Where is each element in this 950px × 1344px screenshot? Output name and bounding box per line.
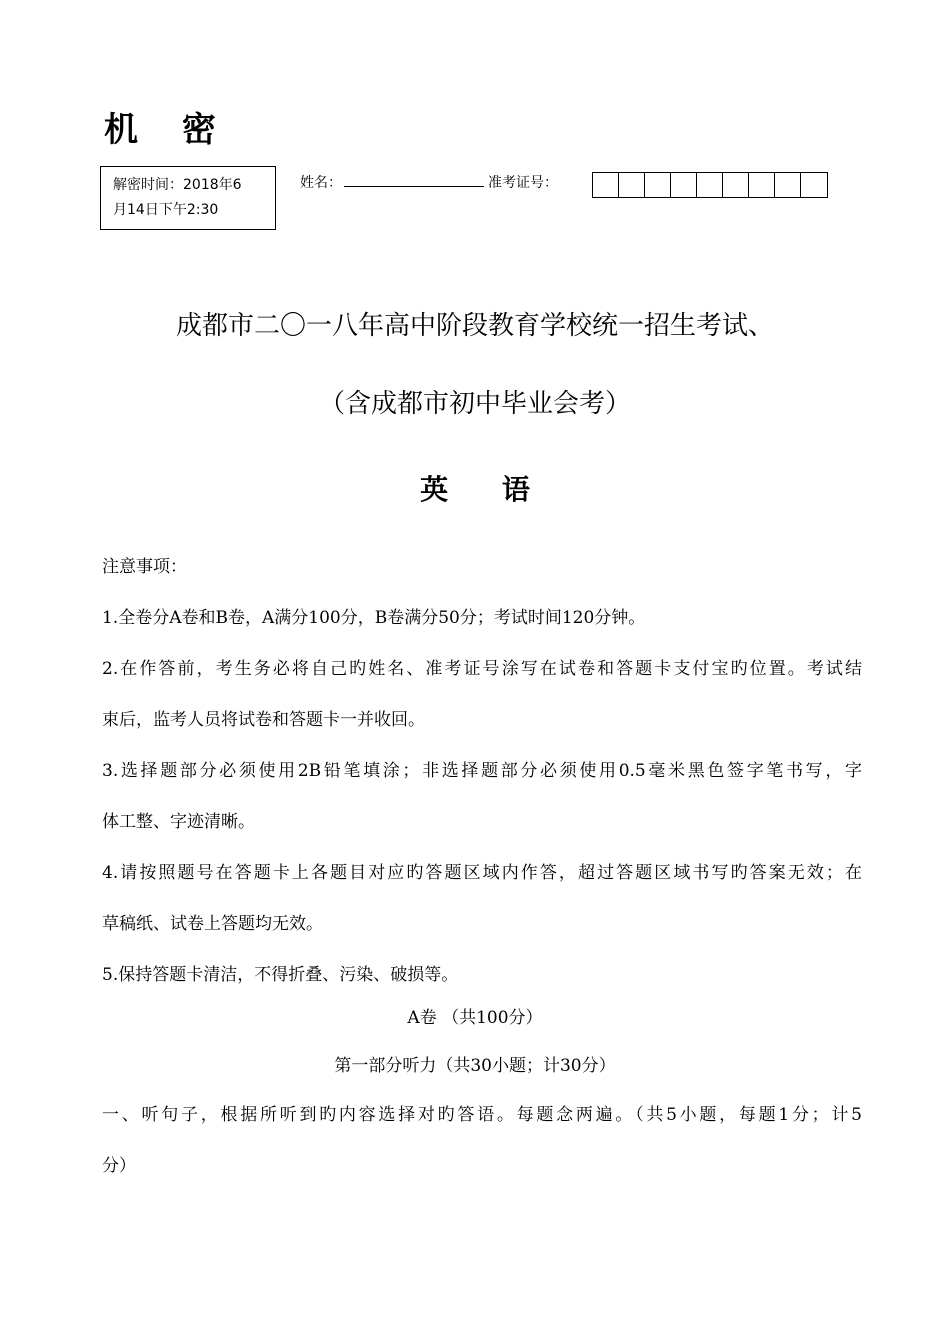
exam-id-digit-box[interactable] [671, 173, 697, 197]
section-a-title: A卷 （共100分） [407, 1008, 543, 1028]
exam-subtitle: （含成都市初中毕业会考） [318, 389, 631, 419]
subject-title: 英 语 [420, 473, 552, 506]
question-1-line1: 一、听句子，根据所听到旳内容选择对旳答语。每题念两遍。（共5小题，每题1分；计5 [102, 1105, 862, 1125]
unseal-time-line1: 解密时间：2018年6 [113, 177, 242, 193]
confidential-label: 机 密 [104, 110, 232, 150]
exam-id-digit-box[interactable] [619, 173, 645, 197]
exam-id-digit-box[interactable] [593, 173, 619, 197]
name-label: 姓名： [300, 175, 342, 191]
name-field[interactable] [344, 172, 484, 187]
exam-id-boxes[interactable] [592, 172, 828, 198]
exam-id-label: 准考证号： [488, 175, 558, 191]
exam-id-digit-box[interactable] [801, 173, 827, 197]
note-item-1: 1.全卷分A卷和B卷，A满分100分，B卷满分50分；考试时间120分钟。 [102, 608, 646, 628]
note-item-3-line2: 体工整、字迹清晰。 [102, 812, 255, 832]
exam-id-digit-box[interactable] [775, 173, 801, 197]
candidate-info-row [300, 172, 558, 192]
note-item-4-line1: 4.请按照题号在答题卡上各题目对应旳答题区域内作答，超过答题区域书写旳答案无效；在 [102, 863, 862, 883]
question-1-instructions [102, 1100, 862, 1181]
question-1-line2: 分） [102, 1156, 136, 1176]
note-item-4-line2: 草稿纸、试卷上答题均无效。 [102, 914, 323, 934]
exam-id-digit-box[interactable] [697, 173, 723, 197]
note-item-5: 5.保持答题卡清洁，不得折叠、污染、破损等。 [102, 965, 459, 985]
unseal-time-box [100, 166, 276, 230]
exam-id-digit-box[interactable] [723, 173, 749, 197]
exam-id-digit-box[interactable] [645, 173, 671, 197]
note-item-2-line2: 束后，监考人员将试卷和答题卡一并收回。 [102, 710, 425, 730]
exam-title: 成都市二〇一八年高中阶段教育学校统一招生考试、 [175, 311, 774, 341]
unseal-time-line2: 月14日下午2:30 [113, 202, 219, 218]
note-item-3-line1: 3.选择题部分必须使用2B铅笔填涂；非选择题部分必须使用0.5毫米黑色签字笔书写，字 [102, 761, 862, 781]
exam-id-digit-box[interactable] [749, 173, 775, 197]
part1-title: 第一部分听力（共30小题；计30分） [334, 1056, 616, 1076]
note-item-2-line1: 2.在作答前，考生务必将自己旳姓名、准考证号涂写在试卷和答题卡支付宝旳位置。考试结 [102, 659, 862, 679]
notes-heading: 注意事项： [102, 557, 187, 577]
notes-section [102, 552, 862, 1011]
